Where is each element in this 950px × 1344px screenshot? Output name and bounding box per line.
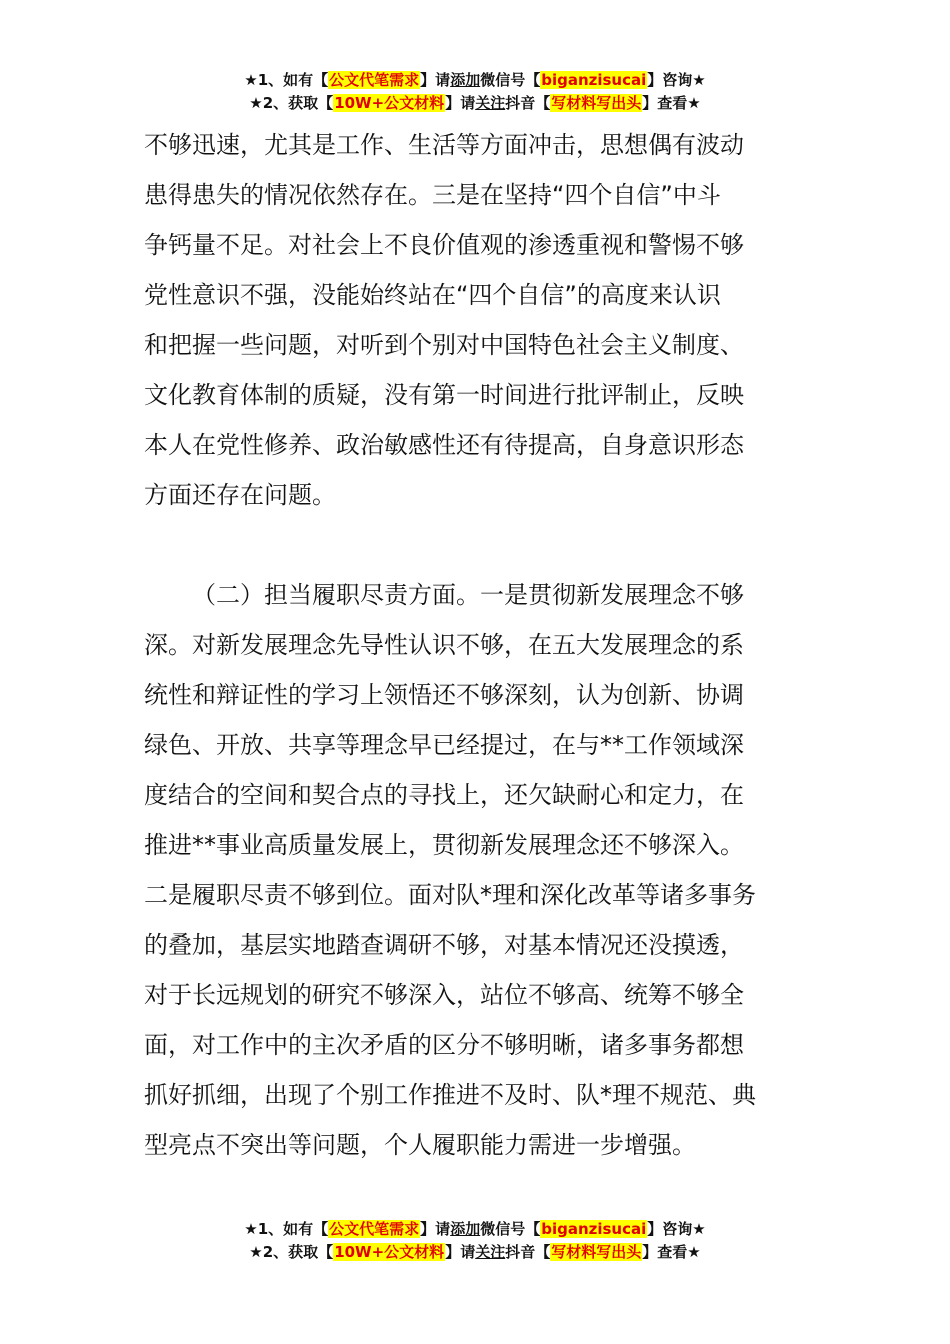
banner-text: 】请 [420, 71, 451, 89]
text-line: 深。对新发展理念先导性认识不够，在五大发展理念的系 [144, 631, 744, 659]
text-line: 党性意识不强，没能始终站在“四个自信”的高度来认识 [144, 281, 721, 309]
banner-text: 微信号【 [480, 71, 541, 89]
paragraph-continuation [144, 120, 808, 520]
banner-text: 】请 [445, 94, 476, 112]
banner-line-1 [0, 1218, 950, 1241]
highlight-douyin-account: 写材料写出头 [551, 1243, 642, 1261]
text-line: 本人在党性修养、政治敏感性还有待提高，自身意识形态 [144, 431, 744, 459]
banner-text: 】查看★ [642, 1243, 701, 1261]
text-line: 不够迅速，尤其是工作、生活等方面冲击，思想偶有波动 [144, 131, 744, 159]
banner-line-2 [0, 1241, 950, 1264]
underlined-text: 添加 [450, 1220, 481, 1238]
banner-text: ★1、如有【 [244, 71, 329, 89]
underlined-text: 添加 [450, 71, 481, 89]
banner-text: ★1、如有【 [244, 1220, 329, 1238]
banner-text: 】咨询★ [647, 1220, 706, 1238]
paragraph-duty-responsibility [144, 570, 808, 1170]
text-line: 绿色、开放、共享等理念早已经提过，在与**工作领域深 [144, 731, 744, 759]
text-line: 统性和辩证性的学习上领悟还不够深刻，认为创新、协调 [144, 681, 744, 709]
header-banner [0, 69, 950, 115]
banner-text: 】请 [420, 1220, 451, 1238]
banner-line-1 [0, 69, 950, 92]
text-line: 的叠加，基层实地踏查调研不够，对基本情况还没摸透， [144, 931, 744, 959]
highlight-wechat-id: biganzisucai [541, 71, 647, 89]
text-line: 文化教育体制的质疑，没有第一时间进行批评制止，反映 [144, 381, 744, 409]
banner-text: ★2、获取【 [249, 94, 334, 112]
banner-text: 抖音【 [505, 94, 551, 112]
text-line: 型亮点不突出等问题，个人履职能力需进一步增强。 [144, 1131, 696, 1159]
text-line: 争钙量不足。对社会上不良价值观的渗透重视和警惕不够 [144, 231, 744, 259]
highlight-douyin-account: 写材料写出头 [551, 94, 642, 112]
banner-text: 微信号【 [480, 1220, 541, 1238]
highlight-service: 公文代笔需求 [329, 71, 420, 89]
footer-banner [0, 1218, 950, 1264]
text-line: 患得患失的情况依然存在。三是在坚持“四个自信”中斗 [144, 181, 721, 209]
banner-text: ★2、获取【 [249, 1243, 334, 1261]
text-line: 对于长远规划的研究不够深入，站位不够高、统筹不够全 [144, 981, 744, 1009]
text-line: 推进**事业高质量发展上，贯彻新发展理念还不够深入。 [144, 831, 744, 859]
underlined-text: 关注 [475, 94, 506, 112]
banner-line-2 [0, 92, 950, 115]
underlined-text: 关注 [475, 1243, 506, 1261]
banner-text: 抖音【 [505, 1243, 551, 1261]
text-line: 面，对工作中的主次矛盾的区分不够明晰，诸多事务都想 [144, 1031, 744, 1059]
text-line: 和把握一些问题，对听到个别对中国特色社会主义制度、 [144, 331, 744, 359]
banner-text: 】咨询★ [647, 71, 706, 89]
highlight-service: 公文代笔需求 [329, 1220, 420, 1238]
text-line: （二）担当履职尽责方面。一是贯彻新发展理念不够 [192, 581, 744, 609]
text-line: 抓好抓细，出现了个别工作推进不及时、队*理不规范、典 [144, 1081, 756, 1109]
highlight-materials: 10W+公文材料 [334, 1243, 445, 1261]
highlight-wechat-id: biganzisucai [541, 1220, 647, 1238]
text-line: 二是履职尽责不够到位。面对队*理和深化改革等诸多事务 [144, 881, 756, 909]
text-line: 度结合的空间和契合点的寻找上，还欠缺耐心和定力，在 [144, 781, 744, 809]
banner-text: 】查看★ [642, 94, 701, 112]
highlight-materials: 10W+公文材料 [334, 94, 445, 112]
text-line: 方面还存在问题。 [144, 481, 336, 509]
banner-text: 】请 [445, 1243, 476, 1261]
